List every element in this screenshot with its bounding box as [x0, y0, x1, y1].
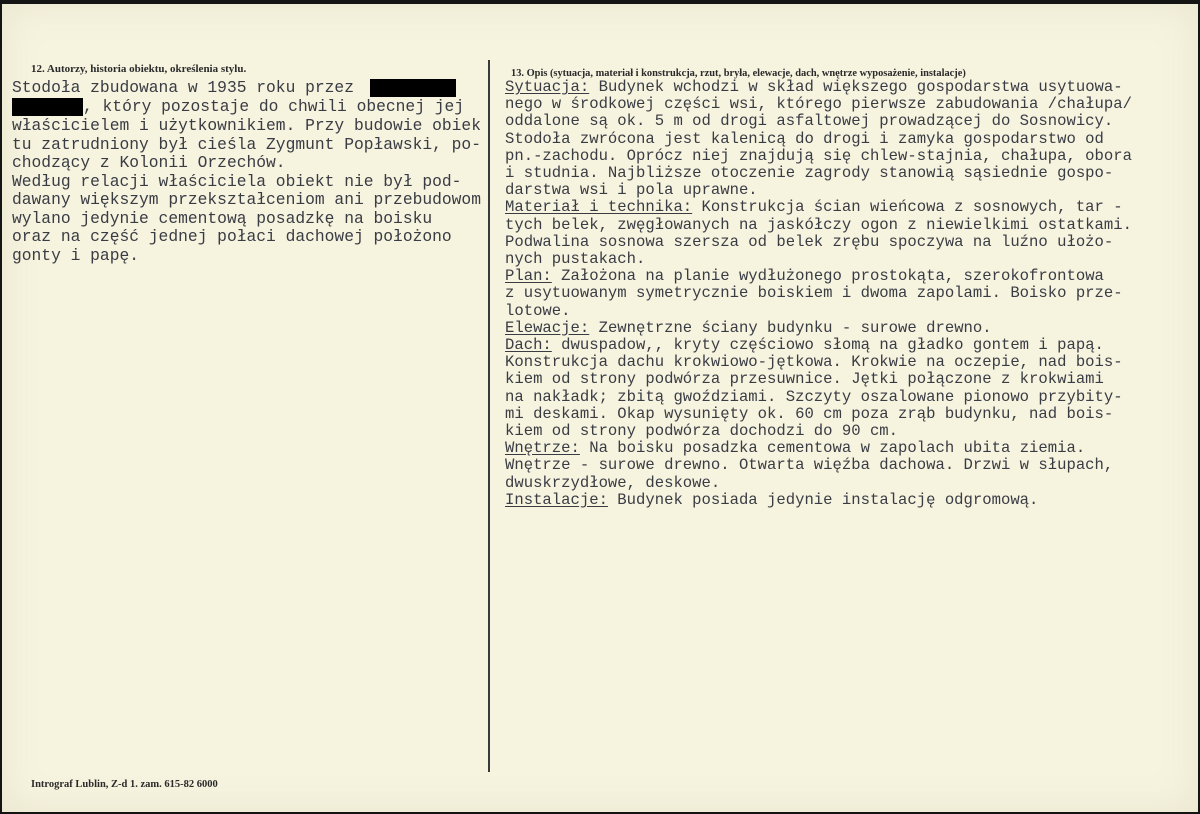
- left-line: dawany większym przekształceniom ani przebudowom: [12, 190, 481, 209]
- right-line: [505, 474, 720, 492]
- section-label: Instalacje:: [505, 490, 608, 509]
- section-label: Plan:: [505, 267, 552, 286]
- left-line: gonty i papę.: [12, 246, 140, 265]
- left-line: Według relacji właściciela obiekt nie był pod-: [12, 172, 462, 191]
- right-line: [505, 78, 1123, 96]
- right-line: [505, 130, 1104, 148]
- line-text: pn.-zachodu. Oprócz niej znajdują się chlew-stajnia, chałupa, obora: [505, 146, 1132, 165]
- right-line: [505, 216, 1132, 234]
- right-line: [505, 198, 1123, 216]
- line-text: i studnia. Najbliższe otoczenie zagrody stanowią sąsiednie gospo-: [505, 164, 1114, 182]
- line-text: kiem od strony podwórza przesuwnice. Jętki połączone z krokwiami: [505, 370, 1104, 389]
- right-line: [505, 233, 1113, 251]
- left-line: właścicielem i użytkownikiem. Przy budowie obiek: [12, 116, 481, 135]
- line-text: darstwa wsi i pola uprawne.: [505, 181, 758, 200]
- redacted-name-block: [12, 98, 83, 116]
- line-text: nego w środkowej części wsi, którego pierwsze zabudowania /chałupa/: [505, 95, 1132, 114]
- line-text: Konstrukcja dachu krokwiowo-jętkowa. Krokwie na oczepie, nad bois-: [505, 353, 1123, 372]
- right-line: [505, 164, 1113, 182]
- right-line: [505, 95, 1132, 113]
- right-line: [505, 336, 1104, 354]
- right-line: [505, 250, 645, 268]
- right-line: [505, 302, 571, 320]
- line-text: kiem od strony podwórza dochodzi do 90 cm.: [505, 422, 899, 440]
- line-text: na nakładk; zbitą gwoździami. Szczyty oszalowane pionowo przybity-: [505, 387, 1123, 406]
- section-label: Wnętrze:: [505, 439, 580, 458]
- line-text: Podwalina sosnowa szersza od belek zrębu spoczywa na luźno ułożo-: [505, 232, 1114, 251]
- line-text: Budynek wchodzi w skład większego gospodarstwa usytuowa-: [589, 78, 1123, 96]
- printer-imprint: Intrograf Lublin, Z-d 1. zam. 615-82 6000: [31, 779, 218, 790]
- line-text: Stodoła zwrócona jest kalenicą do drogi i zamyka gospodarstwo od: [505, 129, 1104, 148]
- line-text: Na boisku posadzka cementowa w zapolach ubita ziemia.: [579, 439, 1086, 458]
- right-line: [505, 456, 1113, 474]
- right-line: [505, 319, 992, 337]
- left-line: wylano jedynie cementową posadzkę na boisku: [12, 209, 433, 228]
- left-line: tu zatrudniony był cieśla Zygmunt Popławski, po-: [12, 135, 481, 154]
- right-line: [505, 112, 1113, 130]
- section-label: Materiał i technika:: [505, 198, 693, 217]
- left-line: oraz na część jednej połaci dachowej położono: [12, 227, 452, 246]
- right-line: [505, 370, 1104, 388]
- line-text: dwuspadow,, kryty częściowo słomą na gładko gontem i papą.: [551, 336, 1104, 354]
- line-text: oddalone są ok. 5 m od drogi asfaltowej prowadzącej do Sosnowicy.: [505, 112, 1114, 131]
- right-line: [505, 405, 1113, 423]
- line-text: tych belek, zwęgłowanych na jaskółczy ogon z niewielkimi ostatkami.: [505, 215, 1132, 234]
- line-text: dwuskrzydłowe, deskowe.: [505, 473, 721, 492]
- section-12-header: 12. Autorzy, historia obiektu, określenia stylu.: [31, 63, 247, 75]
- right-line: [505, 147, 1132, 165]
- line-text: Wnętrze - surowe drewno. Otwarta więźba dachowa. Drzwi w słupach,: [505, 456, 1114, 475]
- right-line: [505, 439, 1085, 457]
- line-text: lotowe.: [505, 301, 571, 320]
- line-text: Konstrukcja ścian wieńcowa z sosnowych, tar -: [692, 198, 1123, 217]
- left-line: , który pozostaje do chwili obecnej jej: [12, 97, 464, 116]
- left-line: chodzący z Kolonii Orzechów.: [12, 153, 286, 172]
- section-13-header: 13. Opis (sytuacja, materiał i konstrukcja, rzut, bryła, elewacje, dach, wnętrze wyposażenie, instalacje): [511, 68, 966, 79]
- line-text: Założona na planie wydłużonego prostokąta, szerokofrontowa: [551, 267, 1104, 286]
- column-divider: [488, 60, 490, 772]
- right-line: [505, 267, 1104, 285]
- line-text: z usytuowanym symetrycznie boiskiem i dwoma zapolami. Boisko prze-: [505, 284, 1123, 303]
- right-line: [505, 181, 758, 199]
- right-line: [505, 353, 1123, 371]
- section-label: Sytuacja:: [505, 78, 590, 96]
- line-text: Zewnętrzne ściany budynku - surowe drewno.: [589, 318, 992, 337]
- section-label: Dach:: [505, 336, 552, 354]
- right-line: [505, 388, 1123, 406]
- line-text: nych pustakach.: [505, 250, 646, 268]
- right-line: [505, 422, 898, 440]
- section-label: Elewacje:: [505, 318, 590, 337]
- line-text: mi deskami. Okap wysunięty ok. 60 cm poza zrąb budynku, nad bois-: [505, 404, 1114, 423]
- right-line: [505, 491, 1038, 509]
- left-line: Stodoła zbudowana w 1935 roku przez: [12, 78, 456, 97]
- redacted-name-block: [370, 79, 456, 97]
- line-text: Budynek posiada jedynie instalację odgromową.: [607, 490, 1039, 509]
- right-line: [505, 284, 1123, 302]
